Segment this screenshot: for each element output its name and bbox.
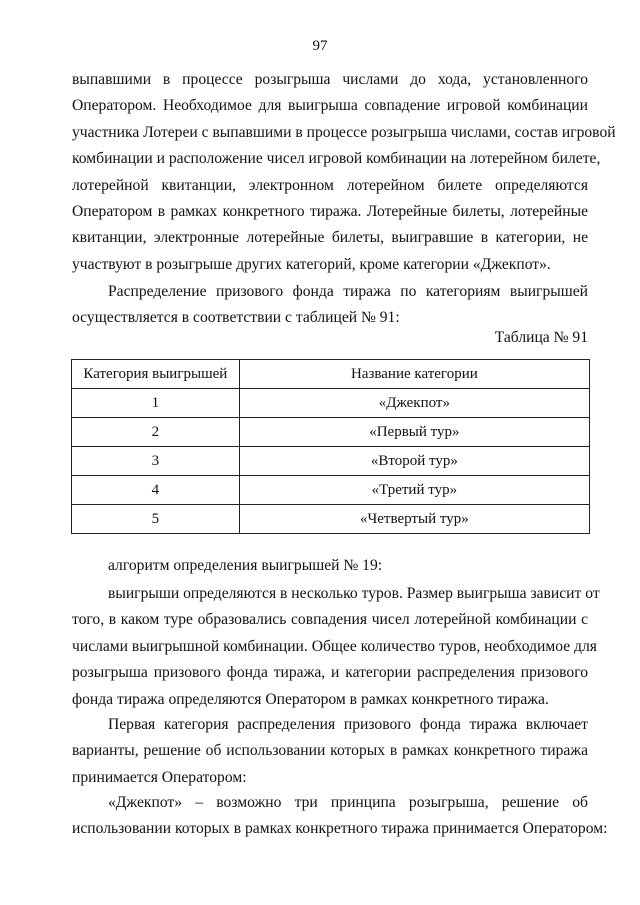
text-line: того, в каком туре образовались совпадения чисел лотерейной комбинации с (72, 611, 588, 629)
paragraph-prize-distribution (72, 279, 588, 332)
prize-categories-table (71, 359, 590, 534)
paragraph-winnings-tours (72, 581, 600, 713)
text-line: выпавшими в процессе розыгрыша числами до хода, установленного (72, 71, 588, 88)
category-number: 5 (72, 505, 240, 534)
text-line: Оператором в рамках конкретного тиража. Лотерейные билеты, лотерейные (72, 202, 588, 220)
text-line: выигрыши определяются в несколько туров. Размер выигрыша зависит от (108, 585, 600, 602)
text-line: варианты, решение об использовании которых в рамках конкретного тиража (72, 742, 588, 760)
text-line: алгоритм определения выигрышей № 19: (108, 557, 383, 574)
text-line: Оператором. Необходимое для выигрыша совпадение игровой комбинации (72, 97, 588, 115)
text-line: комбинации и расположение чисел игровой комбинации на лотерейном билете, (72, 150, 601, 168)
text-line: использовании которых в рамках конкретного тиража принимается Оператором: (72, 820, 608, 838)
table-caption: Таблица № 91 (494, 329, 588, 346)
table-row (72, 389, 590, 418)
paragraph-algorithm-title (72, 553, 588, 579)
table-row (72, 418, 590, 447)
category-name: «Четвертый тур» (239, 505, 589, 534)
paragraph-first-category (72, 712, 588, 791)
text-line: участника Лотереи с выпавшими в процессе розыгрыша числами, состав игровой (72, 123, 616, 141)
paragraph-jackpot (72, 790, 608, 843)
category-number: 2 (72, 418, 240, 447)
table-row (72, 476, 590, 505)
category-name: «Джекпот» (239, 389, 589, 418)
text-line: «Джекпот» – возможно три принципа розыгрыша, решение об (108, 794, 588, 811)
header-category-name: Название категории (239, 360, 589, 389)
category-number: 4 (72, 476, 240, 505)
text-line: Первая категория распределения призового фонда тиража включает (108, 716, 588, 733)
header-category: Категория выигрышей (72, 360, 240, 389)
page-number: 97 (312, 38, 328, 54)
text-line: числами выигрышной комбинации. Общее количество туров, необходимое для (72, 637, 597, 655)
text-line: Распределение призового фонда тиража по категориям выигрышей (108, 283, 588, 300)
text-line: участвуют в розыгрыше других категорий, кроме категории «Джекпот». (72, 255, 551, 273)
text-line: осуществляется в соответствии с таблицей № 91: (72, 309, 400, 327)
text-line: квитанции, электронные лотерейные билеты, выигравшие в категории, не (72, 229, 588, 247)
category-name: «Первый тур» (239, 418, 589, 447)
category-number: 3 (72, 447, 240, 476)
category-name: «Второй тур» (239, 447, 589, 476)
table-row (72, 447, 590, 476)
table-row (72, 505, 590, 534)
text-line: фонда тиража определяются Оператором в рамках конкретного тиража. (72, 690, 549, 708)
text-line: принимается Оператором: (72, 768, 247, 786)
paragraph-draw-rules (72, 67, 616, 278)
table-header-row (72, 360, 590, 389)
text-line: розыгрыша призового фонда тиража, и категории распределения призового (72, 664, 588, 682)
text-line: лотерейной квитанции, электронном лотерейном билете определяются (72, 176, 588, 194)
category-number: 1 (72, 389, 240, 418)
category-name: «Третий тур» (239, 476, 589, 505)
